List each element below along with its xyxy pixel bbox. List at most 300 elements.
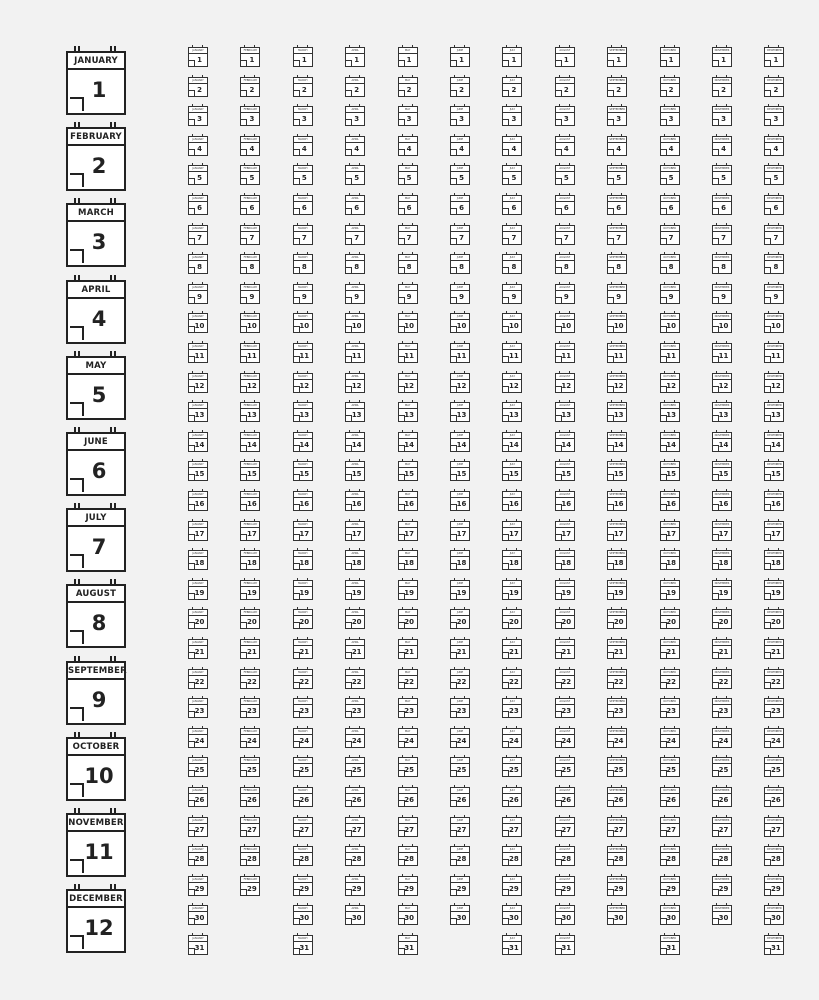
calendar-page <box>555 609 575 629</box>
day-calendar-icon <box>712 607 732 630</box>
page-curl-icon <box>556 90 562 96</box>
calendar-page <box>293 728 313 748</box>
calendar-month-label: NOVEMBER <box>68 815 124 832</box>
page-curl-icon <box>713 859 719 865</box>
page-curl-icon <box>346 830 352 836</box>
calendar-month-label: NOVEMBER <box>714 789 730 792</box>
calendar-page <box>240 432 260 452</box>
page-curl-icon <box>399 830 405 836</box>
page-curl-icon <box>241 593 247 599</box>
calendar-month-label: MAY <box>399 255 417 261</box>
calendar-page <box>398 402 418 422</box>
calendar-month-label: OCTOBER <box>661 610 679 616</box>
day-calendar-icon <box>660 45 680 68</box>
calendar-month-label: JUNE <box>68 434 124 451</box>
calendar-month-label: OCTOBER <box>661 581 679 587</box>
calendar-month-label: JULY <box>503 374 521 380</box>
calendar-day-number: 1 <box>91 78 107 102</box>
day-calendar-icon <box>502 45 522 68</box>
large-calendar-icon <box>66 808 126 874</box>
page-curl-icon <box>765 741 771 747</box>
calendar-day-number: 17 <box>509 529 519 538</box>
calendar-month-label: AUGUST <box>556 403 574 409</box>
page-curl-icon <box>346 238 352 244</box>
day-calendar-icon <box>555 726 575 749</box>
calendar-day-number: 28 <box>613 855 624 864</box>
page-curl-icon <box>661 534 667 540</box>
day-calendar-icon <box>764 459 784 482</box>
calendar-day-number: 8 <box>563 263 569 272</box>
page-curl-icon <box>241 504 247 510</box>
calendar-month-label: APRIL <box>346 610 364 616</box>
calendar-page <box>555 402 575 422</box>
day-calendar-icon <box>764 519 784 542</box>
calendar-day-number: 25 <box>194 766 205 775</box>
calendar-day-number: 1 <box>616 56 622 64</box>
calendar-page <box>398 817 418 837</box>
calendar-day-number: 18 <box>613 559 624 568</box>
day-calendar-icon <box>607 489 627 512</box>
calendar-day-number: 24 <box>351 736 362 745</box>
calendar-day-number: 24 <box>561 736 572 745</box>
calendar-day-number: 5 <box>721 174 726 183</box>
day-calendar-icon <box>607 341 627 364</box>
calendar-month-label: APRIL <box>346 729 364 735</box>
calendar-month-label: FEBRUARY <box>241 729 259 735</box>
day-calendar-icon <box>293 519 313 542</box>
day-calendar-icon <box>240 667 260 690</box>
calendar-page <box>293 432 313 452</box>
page-curl-icon <box>346 474 352 480</box>
calendar-day-number: 4 <box>668 144 674 153</box>
day-calendar-icon <box>764 785 784 808</box>
calendar-page <box>293 313 313 333</box>
page-curl-icon <box>70 326 84 340</box>
calendar-month-label: JANUARY <box>189 492 207 498</box>
calendar-page <box>764 698 784 718</box>
day-calendar-icon <box>660 163 680 186</box>
page-curl-icon <box>713 238 719 244</box>
page-curl-icon <box>608 90 614 96</box>
calendar-month-label: JULY <box>503 462 521 468</box>
day-calendar-icon <box>398 163 418 186</box>
calendar-day-number: 30 <box>351 914 362 923</box>
calendar-page <box>502 432 522 452</box>
page-curl-icon <box>189 326 195 332</box>
day-calendar-icon <box>398 667 418 690</box>
calendar-day-number: 26 <box>718 796 729 804</box>
calendar-page <box>345 876 365 896</box>
calendar-day-number: 2 <box>406 85 412 94</box>
calendar-day-number: 21 <box>351 648 362 656</box>
calendar-day-number: 5 <box>511 174 517 183</box>
calendar-month-label: NOVEMBER <box>714 78 730 82</box>
calendar-page <box>712 402 732 422</box>
page-curl-icon <box>713 889 719 895</box>
calendar-month-label: JANUARY <box>189 344 207 350</box>
page-curl-icon <box>399 682 405 688</box>
day-calendar-icon <box>502 489 522 512</box>
calendar-month-label: NOVEMBER <box>714 552 730 556</box>
calendar-day-number: 26 <box>613 796 624 804</box>
calendar-day-number: 19 <box>509 588 519 597</box>
page-curl-icon <box>713 267 719 273</box>
calendar-day-number: 23 <box>351 707 362 716</box>
day-calendar-icon <box>660 637 680 660</box>
calendar-page <box>502 165 522 185</box>
calendar-month-label: SEPTEMBER <box>609 197 625 200</box>
calendar-page <box>345 669 365 689</box>
page-curl-icon <box>503 534 509 540</box>
day-calendar-icon <box>450 519 470 542</box>
page-curl-icon <box>713 682 719 688</box>
calendar-day-number: 1 <box>354 56 360 64</box>
calendar-day-number: 10 <box>509 322 519 331</box>
page-curl-icon <box>294 504 300 510</box>
day-calendar-icon <box>398 844 418 867</box>
calendar-day-number: 21 <box>194 648 205 656</box>
day-calendar-icon <box>188 430 208 453</box>
calendar-page <box>450 787 470 807</box>
page-curl-icon <box>189 593 195 599</box>
calendar-month-label: MAY <box>399 788 417 794</box>
calendar-month-label: JUNE <box>451 818 469 824</box>
calendar-day-number: 11 <box>718 352 729 360</box>
calendar-page <box>240 47 260 67</box>
day-calendar-icon <box>450 104 470 127</box>
calendar-month-label: JANUARY <box>189 818 207 824</box>
calendar-page <box>502 284 522 304</box>
page-curl-icon <box>661 948 667 954</box>
day-calendar-icon <box>502 578 522 601</box>
page-curl-icon <box>70 935 84 949</box>
day-calendar-icon <box>188 696 208 719</box>
day-calendar-icon <box>712 459 732 482</box>
page-curl-icon <box>608 356 614 362</box>
calendar-day-number: 19 <box>299 588 310 597</box>
calendar-day-number: 4 <box>91 306 107 331</box>
page-curl-icon <box>608 504 614 510</box>
calendar-day-number: 3 <box>721 115 726 124</box>
day-calendar-icon <box>764 223 784 246</box>
calendar-day-number: 30 <box>771 914 781 923</box>
calendar-page <box>502 846 522 866</box>
page-curl-icon <box>765 948 771 954</box>
day-calendar-icon <box>398 755 418 778</box>
page-curl-icon <box>765 682 771 688</box>
calendar-page <box>502 106 522 126</box>
calendar-page <box>398 254 418 274</box>
page-curl-icon <box>451 208 457 214</box>
calendar-page <box>293 550 313 570</box>
calendar-page <box>502 373 522 393</box>
calendar-day-number: 3 <box>197 115 202 124</box>
day-calendar-icon <box>555 311 575 334</box>
calendar-page <box>450 905 470 925</box>
calendar-day-number: 9 <box>563 292 569 301</box>
page-curl-icon <box>608 770 614 776</box>
calendar-page <box>240 580 260 600</box>
day-calendar-icon <box>398 637 418 660</box>
page-curl-icon <box>346 149 352 155</box>
calendar-page <box>188 47 208 67</box>
calendar-page <box>450 165 470 185</box>
large-calendar-icon <box>66 275 126 341</box>
calendar-page <box>240 609 260 629</box>
day-calendar-icon <box>764 311 784 334</box>
page-curl-icon <box>241 682 247 688</box>
calendar-page <box>660 284 680 304</box>
page-curl-icon <box>451 119 457 125</box>
day-calendar-icon <box>188 844 208 867</box>
calendar-month-label: MAY <box>399 314 417 320</box>
calendar-day-number: 16 <box>194 500 205 508</box>
page-curl-icon <box>661 889 667 895</box>
page-curl-icon <box>556 208 562 214</box>
calendar-day-number: 9 <box>511 292 517 301</box>
page-curl-icon <box>608 60 614 66</box>
calendar-day-number: 10 <box>404 322 414 331</box>
calendar-month-label: JULY <box>503 640 521 646</box>
day-calendar-icon <box>188 489 208 512</box>
calendar-day-number: 3 <box>563 115 569 124</box>
calendar-page <box>188 757 208 777</box>
calendar-month-label: OCTOBER <box>661 699 679 705</box>
calendar-day-number: 1 <box>406 56 412 64</box>
calendar-page <box>345 580 365 600</box>
page-curl-icon <box>661 859 667 865</box>
calendar-day-number: 25 <box>561 766 572 775</box>
calendar-page <box>240 313 260 333</box>
calendar-month-label: DECEMBER <box>767 552 782 556</box>
calendar-page <box>450 195 470 215</box>
calendar-page <box>240 639 260 659</box>
calendar-page <box>607 728 627 748</box>
page-curl-icon <box>661 741 667 747</box>
calendar-month-label: OCTOBER <box>661 877 679 883</box>
calendar-month-label: OCTOBER <box>661 788 679 794</box>
calendar-day-number: 18 <box>351 559 362 568</box>
day-calendar-icon <box>555 45 575 68</box>
calendar-page <box>188 905 208 925</box>
calendar-day-number: 22 <box>351 677 362 686</box>
calendar-day-number: 7 <box>354 233 360 242</box>
calendar-month-label: SEPTEMBER <box>609 433 625 437</box>
calendar-page <box>660 876 680 896</box>
calendar-page <box>502 550 522 570</box>
page-curl-icon <box>608 593 614 599</box>
calendar-month-label: AUGUST <box>556 492 574 498</box>
page-curl-icon <box>294 918 300 924</box>
calendar-day-number: 20 <box>404 618 414 627</box>
calendar-page <box>398 106 418 126</box>
calendar-page <box>345 698 365 718</box>
day-calendar-icon <box>712 903 732 926</box>
day-calendar-icon <box>607 785 627 808</box>
page-curl-icon <box>713 711 719 717</box>
page-curl-icon <box>189 889 195 895</box>
calendar-day-number: 16 <box>299 500 310 508</box>
calendar-page <box>345 550 365 570</box>
calendar-day-number: 20 <box>718 618 729 627</box>
page-curl-icon <box>451 415 457 421</box>
calendar-month-label: JANUARY <box>189 78 207 84</box>
day-calendar-icon <box>502 459 522 482</box>
page-curl-icon <box>661 267 667 273</box>
calendar-month-label: SEPTEMBER <box>609 611 625 615</box>
calendar-month-label: NOVEMBER <box>714 641 730 644</box>
calendar-page <box>188 669 208 689</box>
day-calendar-icon <box>240 755 260 778</box>
calendar-day-number: 17 <box>247 529 257 538</box>
calendar-month-label: SEPTEMBER <box>609 285 625 289</box>
calendar-page <box>398 491 418 511</box>
calendar-day-number: 27 <box>351 825 362 834</box>
calendar-day-number: 12 <box>351 381 362 390</box>
calendar-day-number: 14 <box>456 440 467 449</box>
page-curl-icon <box>294 267 300 273</box>
page-curl-icon <box>661 563 667 569</box>
calendar-day-number: 19 <box>404 588 414 597</box>
calendar-month-label: JULY <box>503 78 521 84</box>
day-calendar-icon <box>345 637 365 660</box>
calendar-month-label: MARCH <box>294 226 312 232</box>
page-curl-icon <box>661 60 667 66</box>
calendar-month-label: DECEMBER <box>767 433 782 437</box>
day-calendar-icon <box>398 371 418 394</box>
calendar-day-number: 31 <box>299 944 310 952</box>
page-curl-icon <box>70 783 84 797</box>
calendar-day-number: 30 <box>666 914 676 923</box>
page-curl-icon <box>765 119 771 125</box>
calendar-page <box>345 106 365 126</box>
calendar-month-label: MARCH <box>294 107 312 113</box>
page-curl-icon <box>451 682 457 688</box>
calendar-day-number: 23 <box>456 707 467 716</box>
calendar-page <box>660 550 680 570</box>
calendar-day-number: 8 <box>459 263 464 272</box>
calendar-month-label: NOVEMBER <box>714 256 730 260</box>
day-calendar-icon <box>345 489 365 512</box>
calendar-month-label: SEPTEMBER <box>68 663 124 680</box>
page-curl-icon <box>189 918 195 924</box>
page-curl-icon <box>713 474 719 480</box>
day-calendar-icon <box>555 489 575 512</box>
calendar-day-number: 25 <box>718 766 729 775</box>
day-calendar-icon <box>188 45 208 68</box>
calendar-day-number: 24 <box>718 736 729 745</box>
calendar-day-number: 8 <box>91 611 107 636</box>
calendar-month-label: FEBRUARY <box>241 285 259 291</box>
calendar-month-label: OCTOBER <box>661 403 679 409</box>
calendar-page <box>555 313 575 333</box>
page-curl-icon <box>189 948 195 954</box>
day-calendar-icon <box>660 519 680 542</box>
day-calendar-icon <box>345 578 365 601</box>
page-curl-icon <box>556 830 562 836</box>
page-curl-icon <box>241 889 247 895</box>
page-curl-icon <box>189 386 195 392</box>
day-calendar-icon <box>188 459 208 482</box>
calendar-day-number: 3 <box>406 115 412 124</box>
calendar-day-number: 13 <box>561 411 572 420</box>
day-calendar-icon <box>188 341 208 364</box>
calendar-month-label: AUGUST <box>556 610 574 616</box>
day-calendar-icon <box>502 223 522 246</box>
calendar-day-number: 19 <box>247 588 257 597</box>
calendar-page <box>555 461 575 481</box>
calendar-month-label: JANUARY <box>189 255 207 261</box>
page-curl-icon <box>661 830 667 836</box>
calendar-day-number: 8 <box>773 263 779 272</box>
calendar-month-label: NOVEMBER <box>714 493 730 496</box>
page-curl-icon <box>713 386 719 392</box>
calendar-page <box>450 521 470 541</box>
calendar-day-number: 31 <box>771 944 781 952</box>
calendar-page <box>660 136 680 156</box>
calendar-day-number: 21 <box>456 648 467 656</box>
calendar-page <box>293 165 313 185</box>
calendar-month-label: FEBRUARY <box>241 788 259 794</box>
page-curl-icon <box>608 830 614 836</box>
calendar-month-label: JANUARY <box>189 670 207 676</box>
calendar-month-label: AUGUST <box>556 78 574 84</box>
calendar-page <box>66 661 126 725</box>
calendar-month-label: JUNE <box>451 78 469 84</box>
calendar-month-label: JULY <box>503 107 521 113</box>
calendar-month-label: APRIL <box>346 522 364 528</box>
page-curl-icon <box>399 178 405 184</box>
calendar-day-number: 17 <box>299 529 310 538</box>
calendar-day-number: 7 <box>511 233 517 242</box>
calendar-month-label: FEBRUARY <box>241 344 259 350</box>
page-curl-icon <box>608 800 614 806</box>
calendar-month-label: SEPTEMBER <box>609 877 625 881</box>
page-curl-icon <box>346 889 352 895</box>
page-curl-icon <box>70 707 84 721</box>
calendar-month-label: JULY <box>503 906 521 912</box>
calendar-page <box>293 373 313 393</box>
calendar-month-label: NOVEMBER <box>714 404 730 408</box>
calendar-day-number: 2 <box>249 85 255 94</box>
calendar-month-label: JUNE <box>451 522 469 528</box>
page-curl-icon <box>713 741 719 747</box>
calendar-month-label: AUGUST <box>556 847 574 853</box>
day-calendar-icon <box>660 223 680 246</box>
calendar-day-number: 6 <box>511 204 517 212</box>
calendar-page <box>450 846 470 866</box>
calendar-day-number: 2 <box>773 85 779 94</box>
page-curl-icon <box>713 770 719 776</box>
day-calendar-icon <box>502 844 522 867</box>
calendar-page <box>660 77 680 97</box>
calendar-month-label: MARCH <box>68 205 124 222</box>
day-calendar-icon <box>660 489 680 512</box>
day-calendar-icon <box>607 726 627 749</box>
calendar-day-number: 21 <box>561 648 572 656</box>
page-curl-icon <box>556 386 562 392</box>
page-curl-icon <box>346 593 352 599</box>
calendar-page <box>555 491 575 511</box>
calendar-month-label: JUNE <box>451 433 469 439</box>
calendar-page <box>712 47 732 67</box>
calendar-month-label: MAY <box>399 847 417 853</box>
day-calendar-icon <box>240 193 260 216</box>
day-calendar-icon <box>660 815 680 838</box>
page-curl-icon <box>713 415 719 421</box>
calendar-month-label: DECEMBER <box>767 404 782 408</box>
page-curl-icon <box>765 445 771 451</box>
